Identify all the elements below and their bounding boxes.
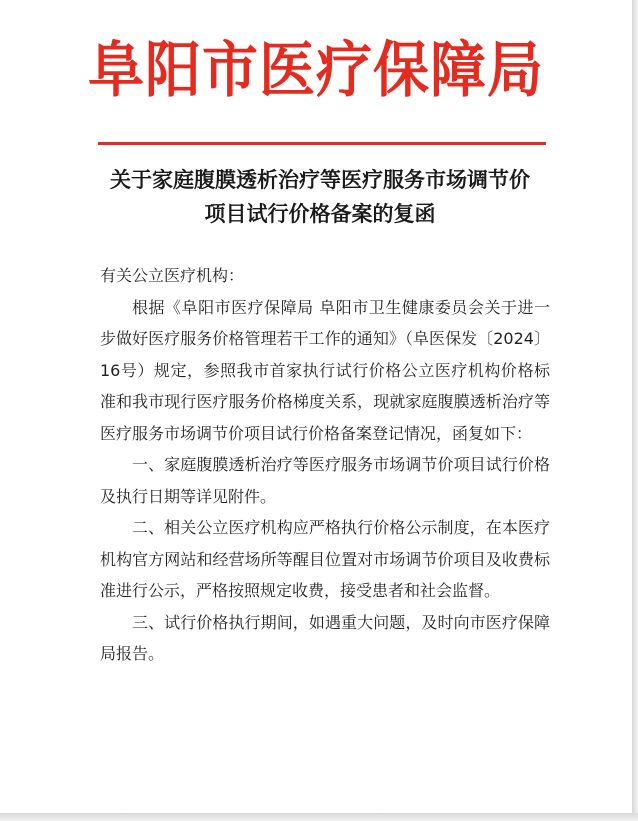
title-line-2: 项目试行价格备案的复函 (204, 201, 436, 226)
red-divider-line (98, 142, 546, 145)
document-title (60, 163, 580, 231)
paragraph-intro: 根据《阜阳市医疗保障局 阜阳市卫生健康委员会关于进一步做好医疗服务价格管理若干工作的通知》（阜医保发〔2024〕16号）规定，参照我市首家执行试行价格公立医疗机构价格标准和我市现行医疗服务价格梯度关系，现就家庭腹膜透析治疗等医疗服务市场调节价项目试行价格备案登记情况，函复如下： (100, 297, 550, 443)
paragraph-item-1: 一、家庭腹膜透析治疗等医疗服务市场调节价项目试行价格及执行日期等详见附件。 (100, 455, 550, 506)
document-body (100, 260, 550, 670)
page-shadow-bottom (0, 813, 638, 821)
paragraph-item-2: 二、相关公立医疗机构应严格执行价格公示制度，在本医疗机构官方网站和经营场所等醒目位置对市场调节价项目及收费标准进行公示，严格按照规定收费，接受患者和社会监督。 (100, 518, 550, 600)
paragraph-item-3: 三、试行价格执行期间，如遇重大问题，及时向市医疗保障局报告。 (100, 612, 550, 663)
agency-masthead: 阜阳市医疗保障局 (88, 34, 544, 106)
addressee: 有关公立医疗机构： (100, 266, 245, 285)
page-shadow-right (632, 0, 638, 821)
title-line-1: 关于家庭腹膜透析治疗等医疗服务市场调节价 (110, 167, 530, 192)
